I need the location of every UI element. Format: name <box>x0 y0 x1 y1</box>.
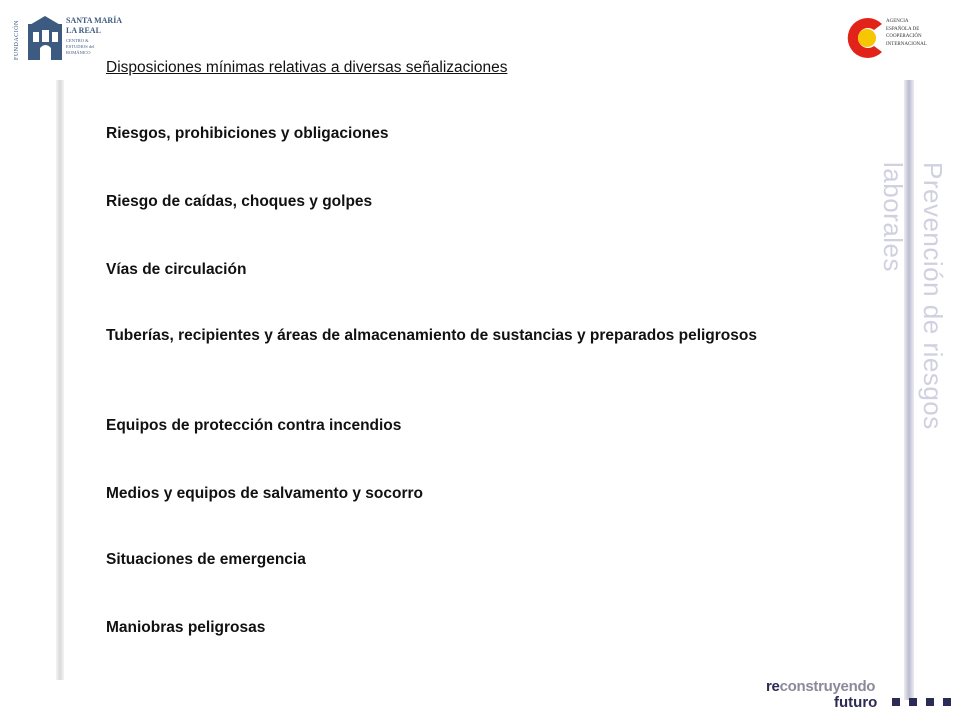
brand-squares <box>892 698 951 706</box>
santa-maria-logo <box>14 14 123 64</box>
square-icon <box>926 698 934 706</box>
square-icon <box>892 698 900 706</box>
left-shadow-bar <box>56 80 64 680</box>
church-emblem-icon <box>26 16 66 62</box>
list-item: Equipos de protección contra incendios <box>106 417 402 434</box>
logo-subtitle: CENTRO & ESTUDIOS del ROMÁNICO <box>66 38 95 55</box>
list-item: Medios y equipos de salvamento y socorro <box>106 485 423 502</box>
list-item: Maniobras peligrosas <box>106 619 266 636</box>
list-item: Situaciones de emergencia <box>106 551 306 568</box>
list-item: Tuberías, recipientes y áreas de almacenamiento de sustancias y preparados peligrosos <box>106 327 757 344</box>
brand-line-1 <box>766 678 875 695</box>
brand-prefix: re <box>766 678 780 695</box>
slide-heading: Disposiciones mínimas relativas a diversas señalizaciones <box>106 59 508 76</box>
reconstruyendo-futuro-brand <box>766 678 956 718</box>
fundacion-label: FUNDACIÓN <box>14 20 20 60</box>
brand-rest: construyendo <box>779 678 876 695</box>
logo-name: SANTA MARÍA LA REAL <box>66 16 123 35</box>
list-item: Riesgos, prohibiciones y obligaciones <box>106 125 389 142</box>
agency-name: AGENCIA ESPAÑOLA DE COOPERACIÓN INTERNACIONAL <box>886 19 927 47</box>
square-icon <box>943 698 951 706</box>
aecid-logo <box>842 14 952 64</box>
list-item: Vías de circulación <box>106 261 247 278</box>
list-item: Riesgo de caídas, choques y golpes <box>106 193 373 210</box>
side-title: Prevención de riesgos laborales <box>878 162 948 430</box>
brand-line-2: futuro <box>834 694 878 711</box>
aecid-c-icon <box>842 14 886 62</box>
square-icon <box>909 698 917 706</box>
